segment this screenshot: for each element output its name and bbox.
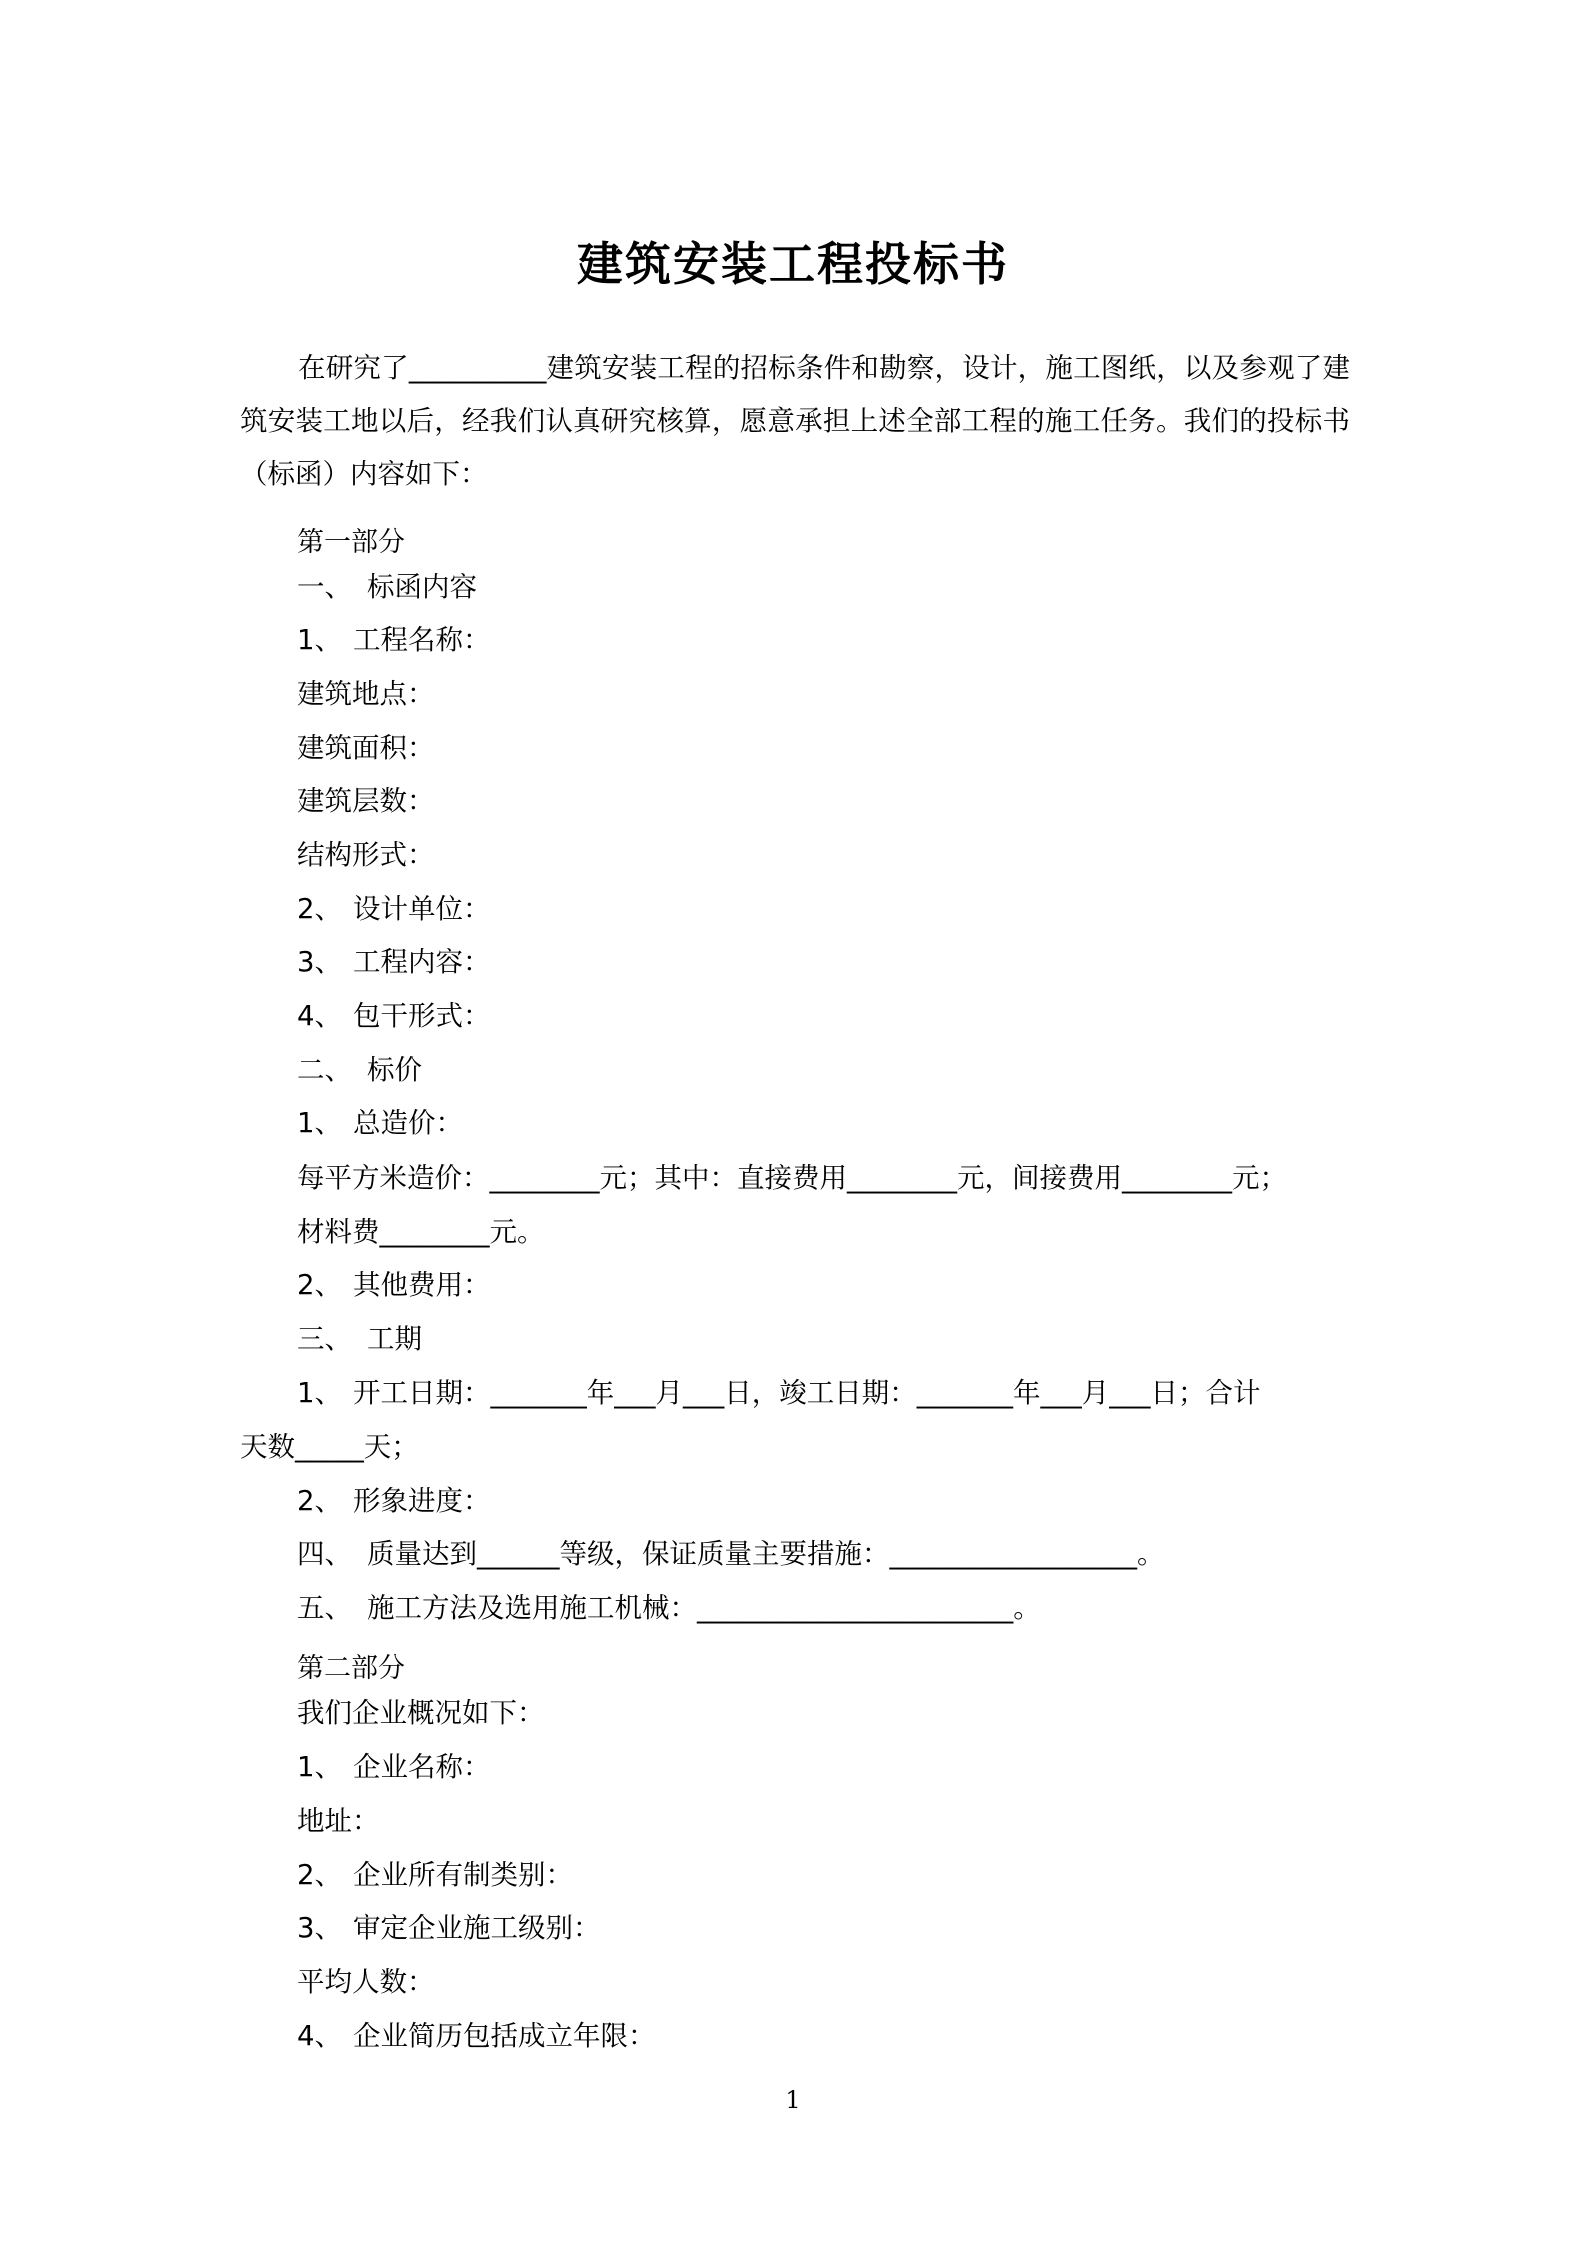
section-text: 标价 <box>367 1054 422 1086</box>
section-text: 质量达到______等级，保证质量主要措施：__________________。 <box>367 1538 1165 1570</box>
item-text: 开工日期：_______年___月___日，竣工日期：_______年___月___日；合计 <box>353 1377 1261 1409</box>
item-project-content <box>297 939 491 979</box>
section-number: 二、 <box>297 1054 352 1086</box>
item-text: 包干形式： <box>353 1000 491 1032</box>
item-design-unit <box>297 886 491 926</box>
item-company-history <box>297 2013 656 2053</box>
section-text: 标函内容 <box>367 571 477 603</box>
page-number: 1 <box>785 2086 801 2114</box>
field-average-staff: 平均人数： <box>297 1966 435 1998</box>
item-number: 1、 <box>297 624 342 656</box>
item-number: 1、 <box>297 1377 342 1409</box>
part1-heading: 第一部分 <box>297 527 405 558</box>
item-text: 审定企业施工级别： <box>353 1912 601 1944</box>
item-contract-form <box>297 993 491 1033</box>
item-construction-grade <box>297 1905 601 1945</box>
item-text: 总造价： <box>353 1107 463 1139</box>
section-1-heading <box>297 564 477 604</box>
item-ownership-type <box>297 1852 573 1892</box>
item-text: 形象进度： <box>353 1485 491 1517</box>
field-structure: 结构形式： <box>297 839 435 871</box>
item-number: 2、 <box>297 1485 342 1517</box>
section-2-heading <box>297 1047 422 1087</box>
section-text: 工期 <box>367 1323 422 1355</box>
item-number: 3、 <box>297 1912 342 1944</box>
item-number: 4、 <box>297 1000 342 1032</box>
item-number: 1、 <box>297 1107 342 1139</box>
field-area: 建筑面积： <box>297 732 435 764</box>
section-4-quality <box>297 1531 1165 1571</box>
item-number: 2、 <box>297 893 342 925</box>
item-text: 企业名称： <box>353 1751 491 1783</box>
item-number: 4、 <box>297 2020 342 2052</box>
item-total-cost <box>297 1100 463 1140</box>
item-number: 3、 <box>297 946 342 978</box>
section-number: 三、 <box>297 1323 352 1355</box>
section-number: 四、 <box>297 1538 352 1570</box>
field-per-sqm-cost: 每平方米造价：________元；其中：直接费用________元，间接费用________元； <box>297 1162 1287 1194</box>
item-number: 2、 <box>297 1859 342 1891</box>
section-number: 五、 <box>297 1592 352 1624</box>
item-text: 企业简历包括成立年限： <box>353 2020 656 2052</box>
document-title: 建筑安装工程投标书 <box>577 237 1009 291</box>
item-company-name <box>297 1744 491 1784</box>
field-total-days: 天数_____天； <box>240 1431 419 1463</box>
section-3-heading <box>297 1316 422 1356</box>
section-5-methods <box>297 1585 1041 1625</box>
field-location: 建筑地点： <box>297 678 435 710</box>
part2-heading: 第二部分 <box>297 1653 405 1684</box>
item-text: 企业所有制类别： <box>353 1859 573 1891</box>
section-text: 施工方法及选用施工机械：_______________________。 <box>367 1592 1041 1624</box>
item-text: 工程内容： <box>353 946 491 978</box>
item-text: 设计单位： <box>353 893 491 925</box>
part2-intro: 我们企业概况如下： <box>297 1697 545 1729</box>
item-dates <box>297 1370 1261 1410</box>
field-floors: 建筑层数： <box>297 785 435 817</box>
item-number: 2、 <box>297 1269 342 1301</box>
item-text: 其他费用： <box>353 1269 491 1301</box>
section-number: 一、 <box>297 571 352 603</box>
field-address: 地址： <box>297 1805 380 1837</box>
field-material-cost: 材料费________元。 <box>297 1216 545 1248</box>
intro-paragraph: 在研究了__________建筑安装工程的招标条件和勘察，设计，施工图纸，以及参观了建筑安装工地以后，经我们认真研究核算，愿意承担上述全部工程的施工任务。我们的投标书（标函）内容如下： <box>240 352 1350 490</box>
item-progress <box>297 1478 491 1518</box>
item-project-name <box>297 617 491 657</box>
item-other-costs <box>297 1262 491 1302</box>
item-text: 工程名称： <box>353 624 491 656</box>
item-number: 1、 <box>297 1751 342 1783</box>
